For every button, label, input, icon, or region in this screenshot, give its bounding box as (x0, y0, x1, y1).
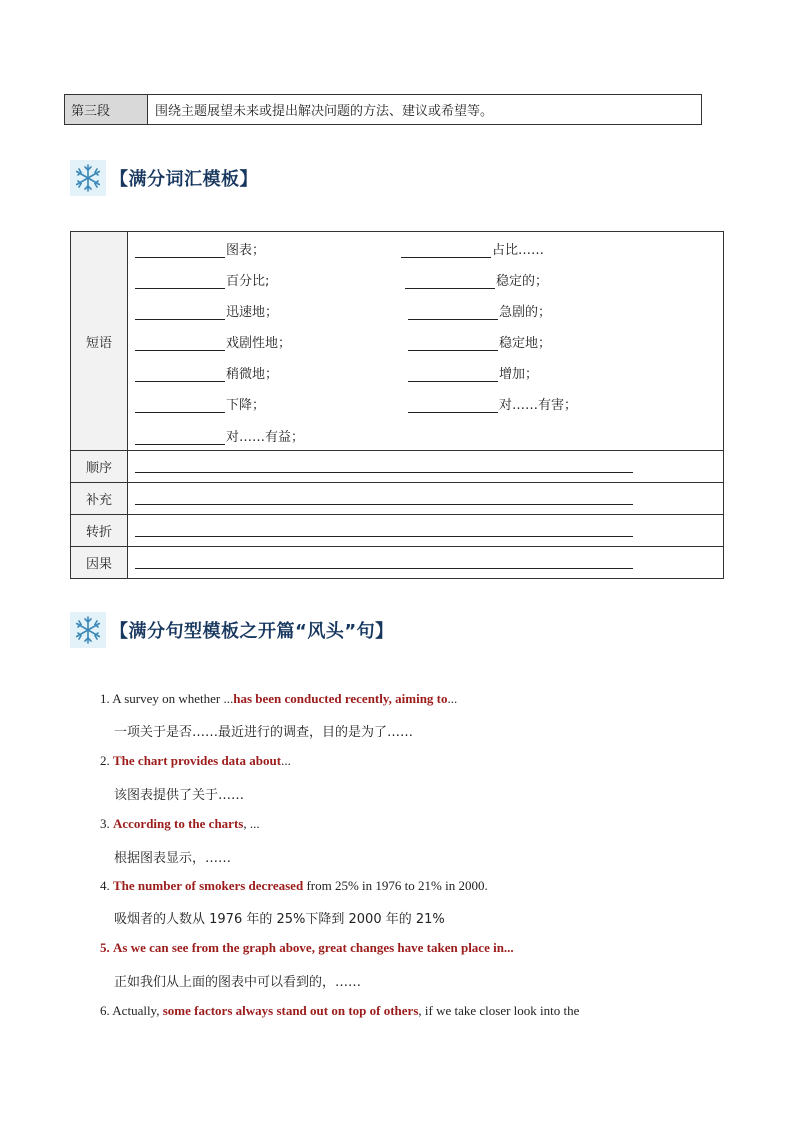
vocab-row-contrast (71, 514, 723, 546)
top-table-label: 第三段 (65, 95, 148, 124)
vocab-heading (70, 160, 258, 196)
vocab-row-order (71, 450, 723, 482)
sentence-2-translation: 该图表提供了关于…… (114, 788, 245, 803)
sentence-6: 6. Actually, some factors always stand out on top of others, if we take closer look into the (100, 1003, 580, 1018)
phrase-item: 百分比; (135, 269, 269, 289)
sentence-2: 2. The chart provides data about... (100, 753, 291, 768)
phrase-item: 对……有益； (135, 425, 304, 445)
fill-line (135, 504, 633, 505)
row-label: 因果 (71, 547, 128, 578)
snowflake-icon (70, 160, 106, 196)
row-label: 转折 (71, 515, 128, 546)
row-label: 补充 (71, 483, 128, 514)
phrase-item: 稳定的； (405, 269, 548, 289)
phrase-item: 增加； (408, 362, 538, 382)
sentence-3-translation: 根据图表显示，…… (114, 851, 232, 866)
sentence-4-translation: 吸烟者的人数从 1976 年的 25%下降到 2000 年的 21% (114, 912, 445, 927)
sentence-heading (70, 612, 394, 648)
fill-line (135, 536, 633, 537)
sentence-section-title: 【满分句型模板之开篇“风头”句】 (110, 621, 394, 642)
vocab-table (70, 231, 724, 579)
top-table-content: 围绕主题展望未来或提出解决问题的方法、建议或希望等。 (155, 104, 494, 119)
phrase-item: 对……有害； (408, 393, 577, 413)
snowflake-icon (70, 612, 106, 648)
phrase-item: 戏剧性地； (135, 331, 291, 351)
fill-line (135, 472, 633, 473)
phrases-label: 短语 (71, 232, 128, 450)
fill-line (135, 568, 633, 569)
phrases-content (128, 232, 723, 450)
vocab-row-cause (71, 546, 723, 578)
phrase-item: 稍微地； (135, 362, 278, 382)
phrase-item: 迅速地； (135, 300, 278, 320)
phrase-item: 稳定地； (408, 331, 551, 351)
sentence-1: 1. A survey on whether ...has been conducted recently, aiming to... (100, 691, 458, 706)
phrases-row (71, 232, 723, 450)
sentence-1-translation: 一项关于是否……最近进行的调查，目的是为了…… (114, 725, 414, 740)
phrase-item: 占比…… (401, 238, 544, 258)
vocab-section-title: 【满分词汇模板】 (110, 169, 258, 190)
phrase-item: 图表； (135, 238, 265, 258)
top-table (64, 94, 702, 125)
sentence-3: 3. According to the charts, ... (100, 816, 260, 831)
vocab-row-supplement (71, 482, 723, 514)
sentence-5-translation: 正如我们从上面的图表中可以看到的，…… (114, 975, 362, 990)
sentence-5: 5. As we can see from the graph above, great changes have taken place in... (100, 940, 514, 955)
row-label: 顺序 (71, 451, 128, 482)
sentence-4: 4. The number of smokers decreased from 25% in 1976 to 21% in 2000. (100, 878, 488, 893)
phrase-item: 急剧的； (408, 300, 551, 320)
phrase-item: 下降； (135, 393, 265, 413)
